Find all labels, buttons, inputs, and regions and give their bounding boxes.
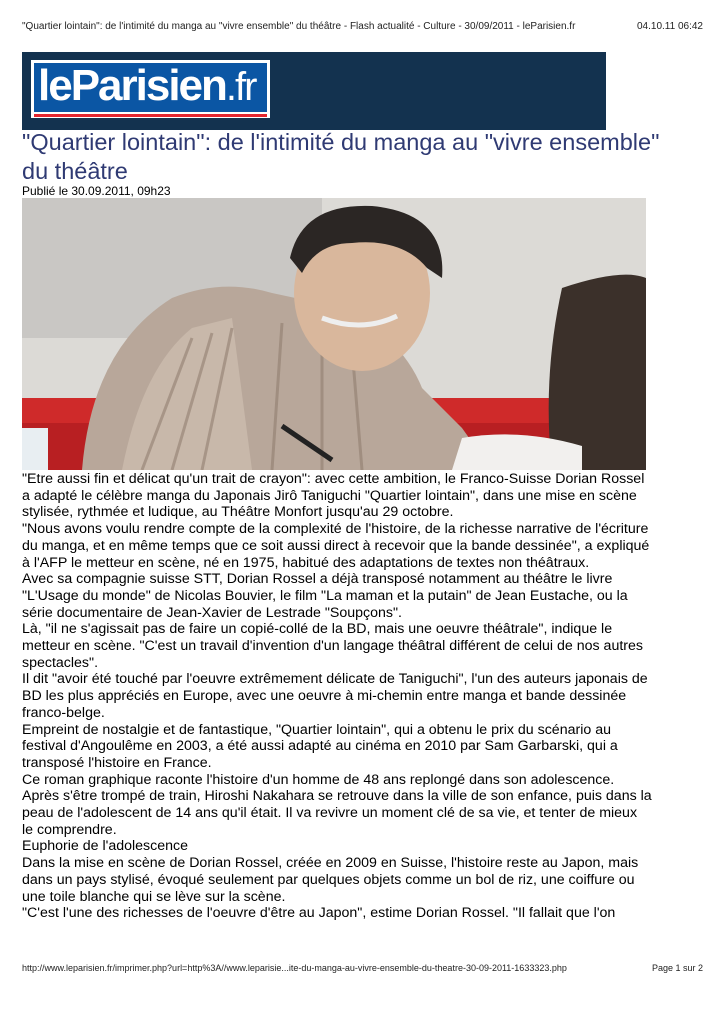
print-footer-url: http://www.leparisien.fr/imprimer.php?url=http%3A//www.leparisie...ite-du-manga-au-vivre-ensemble-du-theatre-30-09-2011-1633323.php: [22, 963, 567, 973]
logo-underline: [34, 114, 267, 117]
article-paragraph: "C'est l'une des richesses de l'oeuvre d'être au Japon", estime Dorian Rossel. "Il fallait que l'on: [22, 905, 616, 922]
article-body: [22, 471, 652, 922]
print-header-date: 04.10.11 06:42: [637, 21, 703, 32]
article-headline: "Quartier lointain": de l'intimité du manga au "vivre ensemble" du théâtre: [22, 129, 660, 184]
logo-wordmark: leParisien: [38, 63, 226, 110]
article-paragraph: Là, "il ne s'agissait pas de faire un copié-collé de la BD, mais une oeuvre théâtrale", indique le metteur en scène. "C'est un travail d'invention d'un langage théâtral différent de celui de nos autres spectacles".: [22, 621, 643, 671]
logo-suffix: .fr: [225, 65, 256, 109]
article-paragraph: Empreint de nostalgie et de fantastique, "Quartier lointain", qui a obtenu le prix du scénario au festival d'Angoulême en 2003, a été aussi adapté au cinéma en 2010 par Sam Garbarski, qui a transposé l'histoire en France.: [22, 721, 618, 771]
article-paragraph: "Nous avons voulu rendre compte de la complexité de l'histoire, de la richesse narrative de l'écriture du manga, et en même temps que ce soit aussi direct à recevoir que la bande dessinée", a expliqué à l'AFP le metteur en scène, né en 1975, habitué des adaptations de textes non théâtraux.: [22, 521, 650, 571]
article-paragraph: Il dit "avoir été touché par l'oeuvre extrêmement délicate de Taniguchi", l'un des auteurs japonais de BD les plus appréciés en Europe, avec une oeuvre à mi-chemin entre manga et bande dessinée franco-belge.: [22, 671, 648, 721]
article-photo: [22, 198, 646, 470]
article-paragraph: Ce roman graphique raconte l'histoire d'un homme de 48 ans replongé dans son adolescence. Après s'être trompé de train, Hiroshi Nakahara se retrouve dans la ville de son enfance, puis dans la peau de l'adolescent de 14 ans qu'il était. Il va revivre un moment clé de sa vie, et tenter de mieux le comprendre.: [22, 771, 652, 838]
article-paragraph: Dans la mise en scène de Dorian Rossel, créée en 2009 en Suisse, l'histoire reste au Japon, mais dans un pays stylisé, évoqué seulement par quelques objets comme un bol de riz, une coiffure ou une toile blanche qui se lève sur la scène.: [22, 855, 639, 905]
print-header-title: "Quartier lointain": de l'intimité du manga au "vivre ensemble" du théâtre - Flash actualité - Culture - 30/09/2011 - leParisien.fr: [22, 21, 576, 32]
publication-date: Publié le 30.09.2011, 09h23: [22, 184, 171, 198]
article-paragraph: Avec sa compagnie suisse STT, Dorian Rossel a déjà transposé notamment au théâtre le livre "L'Usage du monde" de Nicolas Bouvier, le film "La maman et la putain" de Jean Eustache, ou la série documentaire de Jean-Xavier de Lestrade "Soupçons".: [22, 571, 628, 621]
print-footer-page: Page 1 sur 2: [651, 963, 703, 973]
site-banner: [22, 52, 606, 130]
article-paragraph: "Etre aussi fin et délicat qu'un trait de crayon": avec cette ambition, le Franco-Suisse Dorian Rossel a adapté le célèbre manga du Japonais Jirô Taniguchi "Quartier lointain", dans une mise en scène stylisée, rythmée et ludique, au Théâtre Monfort jusqu'au 29 octobre.: [22, 471, 645, 521]
site-logo[interactable]: [31, 60, 270, 118]
article-subheading: Euphorie de l'adolescence: [22, 838, 188, 855]
